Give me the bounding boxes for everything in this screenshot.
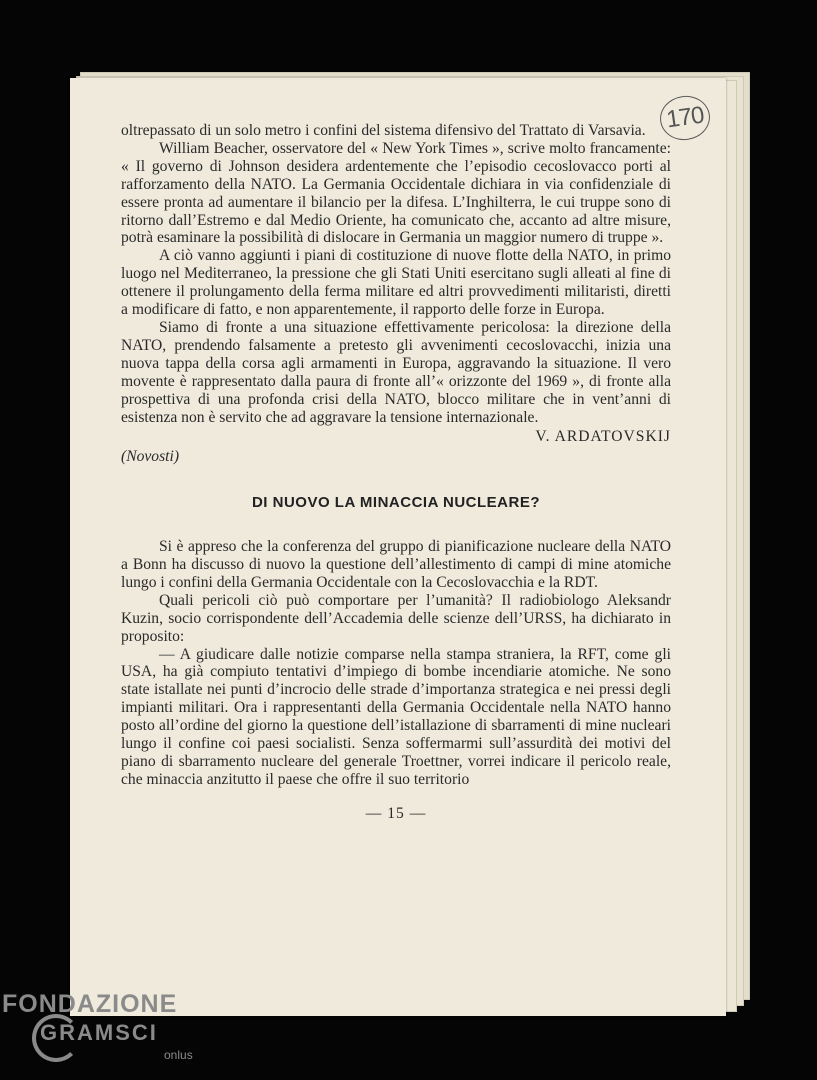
fondazione-gramsci-logo	[2, 990, 202, 1070]
page-body	[121, 122, 671, 823]
page-number: — 15 —	[365, 804, 427, 822]
logo-line-1: FONDAZIONE	[2, 990, 178, 1018]
article2-paragraph-2: Quali pericoli ciò può comportare per l’umanità? Il radiobiologo Aleksandr Kuzin, socio corrispondente dell’Accademia delle scienze dell’URSS, ha dichiarato in proposito:	[121, 591, 671, 645]
article1-source: (Novosti)	[121, 448, 180, 466]
article2-title: DI NUOVO LA MINACCIA NUCLEARE?	[251, 494, 541, 512]
article1-paragraph-4: Siamo di fronte a una situazione effettivamente pericolosa: la direzione della NATO, prendendo falsamente a pretesto gli avvenimenti cecoslovacchi, inizia una nuova tappa della corsa agli armamenti in Europa, aggravando la situazione. Il vero movente è rappresentato dalla paura di fronte all’« orizzonte del 1969 », di fronte alla prospettiva di una profonda crisi della NATO, blocco militare che in vent’anni di esistenza non è servito che ad aggravare la tensione internazionale.	[121, 318, 671, 426]
article1-paragraph-2: William Beacher, osservatore del « New York Times », scrive molto francamente: « Il governo di Johnson desidera ardentemente che l’episodio cecoslovacco porti al rafforzamento della NATO. La Germania Occidentale dichiara in via confidenziale di essere pronta ad aumentare il bilancio per la difesa. L’Inghilterra, le cui truppe sono di ritorno dall’Estremo e dal Medio Oriente, ha comunicato che, accanto ad altre misure, potrà esaminare la possibilità di dislocare in Germania un maggior numero di truppe ».	[121, 139, 671, 247]
article1-paragraph-1: oltrepassato di un solo metro i confini del sistema difensivo del Trattato di Varsavia.	[121, 122, 646, 139]
article2-paragraph-1: Si è appreso che la conferenza del gruppo di pianificazione nucleare della NATO a Bonn ha discusso di nuovo la questione dell’allestimento di campi di mine atomiche lungo i confini della Germania Occidentale con la Cecoslovacchia e la RDT.	[121, 538, 671, 591]
article1-signature: V. ARDATOVSKIJ	[535, 428, 671, 446]
folio-stamp: 170	[657, 93, 713, 144]
logo-line-3: onlus	[164, 1048, 193, 1062]
article2-paragraph-3: — A giudicare dalle notizie comparse nella stampa straniera, la RFT, come gli USA, ha già compiuto tentativi d’impiego di bombe incendiarie atomiche. Ne sono state istallate nei punti d’incrocio delle strade d’importanza strategica e nei pressi degli impianti militari. Ora i rappresentanti della Germania Occidentale nella NATO hanno posto all’ordine del giorno la questione dell’istallazione di sbarramenti di mine nucleari lungo il confine coi paesi socialisti. Senza soffermarmi sull’assurdità dei motivi del piano di sbarramento nucleare del generale Troettner, vorrei indicare il pericolo reale, che minaccia anzitutto il paese che offre il suo territorio	[121, 645, 671, 788]
article1-paragraph-3: A ciò vanno aggiunti i piani di costituzione di nuove flotte della NATO, in primo luogo nel Mediterraneo, la pressione che gli Stati Uniti esercitano sugli alleati al fine di ottenere il prolungamento della ferma militare ed altri provvedimenti militaristi, diretti a modificare di fatto, e non apparentemente, il rapporto delle forze in Europa.	[121, 247, 671, 319]
logo-line-2: GRAMSCI	[40, 1020, 158, 1045]
